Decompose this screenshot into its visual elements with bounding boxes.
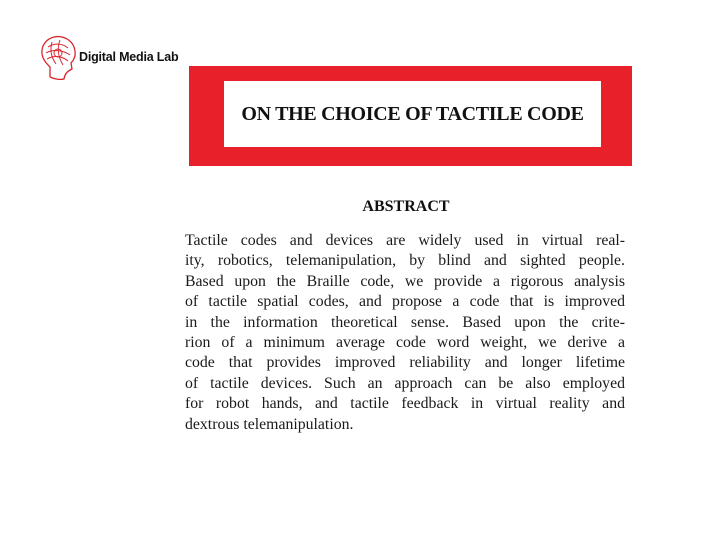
title-banner [189,66,632,166]
abstract-line: for robot hands, and tactile feedback in virtual reality and [185,395,625,413]
logo-text: Digital Media Lab [79,50,179,64]
abstract-line: ity, robotics, telemanipulation, by blind and sighted people. [185,252,625,270]
abstract-line: rion of a minimum average code word weight, we derive a [185,333,625,351]
abstract-line: in the information theoretical sense. Based upon the crite- [185,313,625,331]
abstract-line: of tactile spatial codes, and propose a code that is improved [185,293,625,311]
abstract-body [185,231,625,435]
abstract-line: code that provides improved reliability and longer lifetime [185,354,625,372]
paper-title: ON THE CHOICE OF TACTILE CODE [241,102,584,125]
abstract-heading: ABSTRACT [362,198,450,215]
abstract-line: Tactile codes and devices are widely used in virtual real- [185,232,625,249]
lab-logo [38,33,198,85]
abstract-line: dextrous telemanipulation. [185,415,354,433]
abstract-line: of tactile devices. Such an approach can be also employed [185,374,625,392]
head-profile-logo-icon [38,33,80,83]
title-box [224,81,601,147]
abstract-line: Based upon the Braille code, we provide a rigorous analysis [185,272,625,290]
